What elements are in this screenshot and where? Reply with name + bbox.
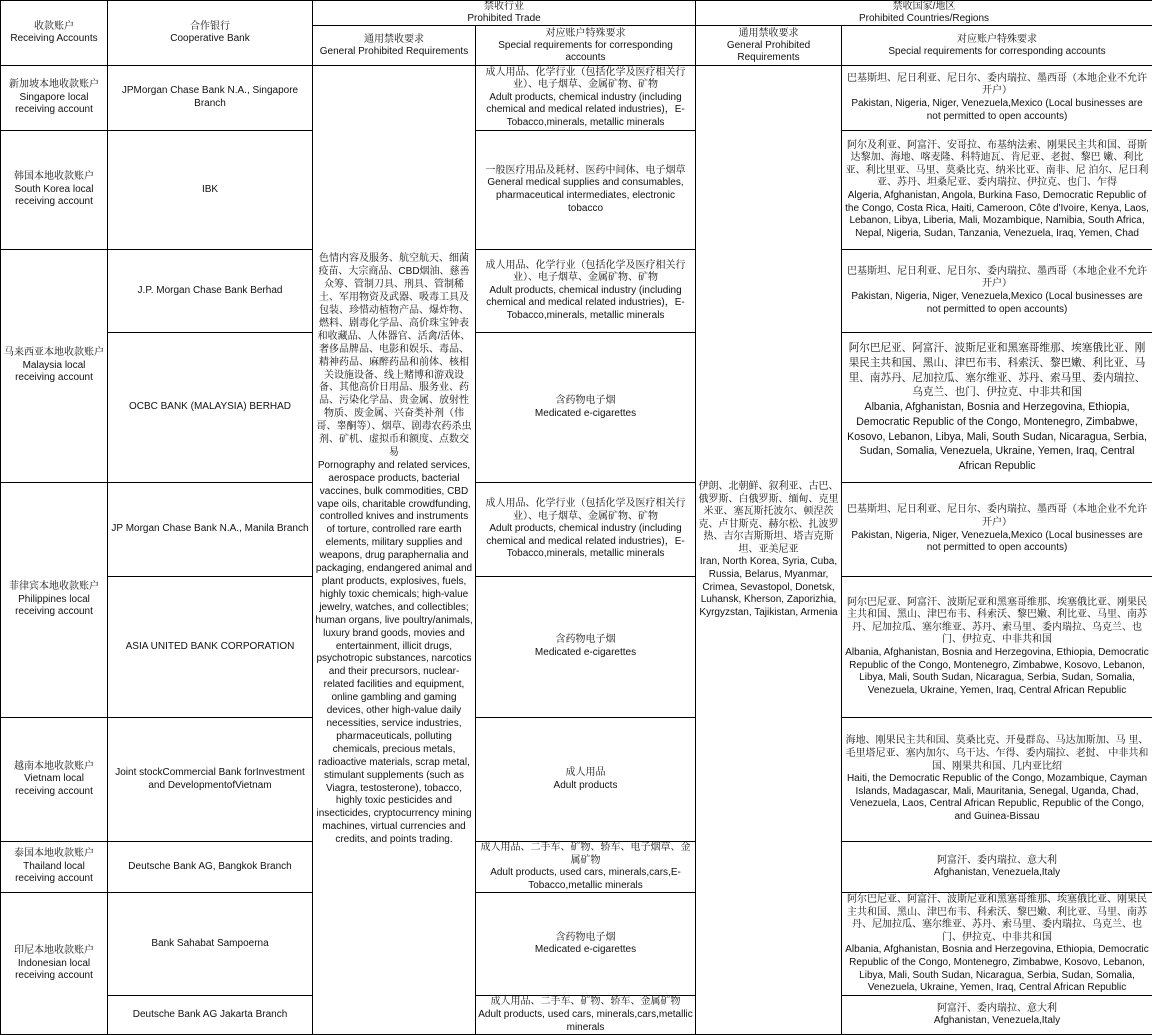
trade-special-cell: 一般医疗用品及耗材、医药中间体、电子烟草 General medical supplies and consumables, pharmaceutical intermediates, electronic tobacco	[476, 131, 696, 250]
trade-special-cell: 成人用品、化学行业（包括化学及医疗相关行业）、电子烟草、金属矿物、矿物 Adult products, chemical industry (including chemical and medical related industries)，E-Tobacco,minerals, metallic minerals	[476, 250, 696, 333]
table-row	[1, 66, 1152, 131]
table-row	[1, 842, 1152, 893]
bank-cell: JP Morgan Chase Bank N.A., Manila Branch	[108, 483, 313, 577]
account-singapore: 新加坡本地收款账户 Singapore local receiving account	[1, 66, 108, 131]
general-trade-requirements: 色情内容及服务、航空航天、细菌疫苗、大宗商品、CBD烟油、慈善众筹、管制刀具、刑具、管制稀土、军用物资及武器、吸毒工具及包装、珍惜动植物产品、爆炸物、燃料、剧毒化学品、高价珠宝钟表和收藏品、人体器官、活禽/活体、奢侈品牌品、电影和娱乐、毒品、精神药品、麻醉药品和前体、核相关设施设备、线上赌博和游戏设备、其他高价日用品、服务业、药品、污染化学品、贵金属、放射性物质、废金属、兴奋类补剂（伟哥、睾酮等）、烟草、剧毒农药杀虫剂、矿机、虚拟币和额度、点数交易 Pornography and related services, aerospace products, bacterial vaccines, bulk commodities, CBD vape oils, charitable crowdfunding, controlled knives and instruments of torture, controlled rare earth elements, military supplies and weapons, drug paraphernalia and packaging, endangered animal and plant products, explosives, fuels, highly toxic chemicals; high-value jewelry, watches, and collectibles; human organs, live poultry/animals, luxury brand goods, movies and entertainment, illicit drugs, psychotropic substances, narcotics and their precursors, nuclear-related facilities and equipment, online gambling and gaming devices, other high-value daily necessities, service industries, pharmaceuticals, polluting chemicals, precious metals, radioactive materials, scrap metal, stimulant supplements (such as Viagra, testosterone), tobacco, highly toxic pesticides and insecticides, cryptocurrency mining machines, virtual currencies and credits, and points trading.	[313, 66, 476, 1035]
account-malaysia: 马来西亚本地收款账户 Malaysia local receiving account	[1, 250, 108, 483]
bank-cell: Joint stockCommercial Bank forInvestment and DevelopmentofVietnam	[108, 718, 313, 842]
country-special-cell: 巴基斯坦、尼日利亚、尼日尔、委内瑞拉、墨西哥（本地企业不允许开户） Pakistan, Nigeria, Niger, Venezuela,Mexico (Local businesses are not permitted to open accounts)	[842, 483, 1152, 577]
trade-special-cell: 含药物电子烟 Medicated e-cigarettes	[476, 893, 696, 996]
header-cooperative-bank: 合作银行 Cooperative Bank	[108, 1, 313, 66]
bank-cell: Bank Sahabat Sampoerna	[108, 893, 313, 996]
general-country-requirements: 伊朗、北朝鲜、叙利亚、古巴、俄罗斯、白俄罗斯、缅甸、克里米亚、塞瓦斯托波尔、顿涅茨克、卢甘斯克、赫尔松、扎波罗热、吉尔吉斯斯坦、塔吉克斯坦、亚美尼亚 Iran, North Korea, Syria, Cuba, Russia, Belarus, Myanmar, Crimea, Sevastopol, Donetsk, Luhansk, Kherson, Zaporizhia, Kyrgyzstan, Tajikistan, Armenia	[696, 66, 842, 1035]
bank-cell: JPMorgan Chase Bank N.A., Singapore Branch	[108, 66, 313, 131]
trade-special-cell: 成人用品、二手车、矿物、轿车、金属矿物 Adult products, used cars, minerals,cars,metallic minerals	[476, 996, 696, 1035]
table-row	[1, 996, 1152, 1035]
account-vietnam: 越南本地收款账户 Vietnam local receiving account	[1, 718, 108, 842]
header-trade-general: 通用禁收要求 General Prohibited Requirements	[313, 26, 476, 66]
bank-cell: IBK	[108, 131, 313, 250]
header-country-special: 对应账户特殊要求 Special requirements for corresponding accounts	[842, 26, 1152, 66]
table-row	[1, 577, 1152, 718]
bank-cell: Deutsche Bank AG Jakarta Branch	[108, 996, 313, 1035]
trade-special-cell: 成人用品、二手车、矿物、轿车、电子烟草、金属矿物 Adult products, used cars, minerals,cars,E-Tobacco,metallic minerals	[476, 842, 696, 893]
trade-special-cell: 成人用品、化学行业（包括化学及医疗相关行业）、电子烟草、金属矿物、矿物 Adult products, chemical industry (including chemical and medical related industries)，E-Tobacco,minerals, metallic minerals	[476, 483, 696, 577]
country-special-cell: 阿富汗、委内瑞拉、意大利 Afghanistan, Venezuela,Italy	[842, 842, 1152, 893]
account-philippines: 菲律宾本地收款账户 Philippines local receiving account	[1, 483, 108, 718]
header-prohibited-trade: 禁收行业 Prohibited Trade	[313, 1, 696, 26]
account-indonesia: 印尼本地收款账户 Indonesian local receiving account	[1, 893, 108, 1035]
table-row	[1, 893, 1152, 996]
table-row	[1, 718, 1152, 842]
country-special-cell: 阿富汗、委内瑞拉、意大利 Afghanistan, Venezuela,Italy	[842, 996, 1152, 1035]
country-special-cell: 阿尔巴尼亚、阿富汗、波斯尼亚和黑塞哥维那、埃塞俄比亚、刚果民主共和国、黑山、津巴布韦、科索沃、黎巴嫩、利比亚、马里、南苏丹、尼加拉瓜、塞尔维亚、苏丹、索马里、委内瑞拉、乌克兰、也门、伊拉克、中非共和国 Albania, Afghanistan, Bosnia and Herzegovina, Ethiopia, Democratic Republic of the Congo, Montenegro, Zimbabwe, Kosovo, Lebanon, Libya, Mali, South Sudan, Nicaragua, Serbia, Sudan, Somalia, Venezuela, Ukraine, Yemen, Iraq, Central African Republic	[842, 577, 1152, 718]
trade-special-cell: 含药物电子烟 Medicated e-cigarettes	[476, 333, 696, 483]
table-row	[1, 333, 1152, 483]
header-receiving-accounts: 收款账户 Receiving Accounts	[1, 1, 108, 66]
bank-cell: J.P. Morgan Chase Bank Berhad	[108, 250, 313, 333]
header-prohibited-countries: 禁收国家/地区 Prohibited Countries/Regions	[696, 1, 1152, 26]
header-trade-special: 对应账户特殊要求 Special requirements for corresponding accounts	[476, 26, 696, 66]
country-special-cell: 巴基斯坦、尼日利亚、尼日尔、委内瑞拉、墨西哥（本地企业不允许开户） Pakistan, Nigeria, Niger, Venezuela,Mexico (Local businesses are not permitted to open accounts)	[842, 66, 1152, 131]
trade-special-cell: 成人用品、化学行业（包括化学及医疗相关行业）、电子烟草、金属矿物、矿物 Adult products, chemical industry (including chemical and medical related industries)，E-Tobacco,minerals, metallic minerals	[476, 66, 696, 131]
table-row	[1, 483, 1152, 577]
bank-cell: OCBC BANK (MALAYSIA) BERHAD	[108, 333, 313, 483]
header-country-general: 通用禁收要求 General Prohibited Requirements	[696, 26, 842, 66]
account-south-korea: 韩国本地收款账户 South Korea local receiving account	[1, 131, 108, 250]
bank-cell: ASIA UNITED BANK CORPORATION	[108, 577, 313, 718]
country-special-cell: 阿尔巴尼亚、阿富汗、波斯尼亚和黑塞哥维那、埃塞俄比亚、刚果民主共和国、黑山、津巴布韦、科索沃、黎巴嫩、利比亚、马里、南苏丹、尼加拉瓜、塞尔维亚、苏丹、索马里、委内瑞拉、乌克兰、也门、伊拉克、中非共和国 Albania, Afghanistan, Bosnia and Herzegovina, Ethiopia, Democratic Republic of the Congo, Montenegro, Zimbabwe, Kosovo, Lebanon, Libya, Mali, South Sudan, Nicaragua, Serbia, Sudan, Somalia, Venezuela, Ukraine, Yemen, Iraq, Central African Republic	[842, 893, 1152, 996]
table-row	[1, 250, 1152, 333]
bank-cell: Deutsche Bank AG, Bangkok Branch	[108, 842, 313, 893]
account-thailand: 泰国本地收款账户 Thailand local receiving account	[1, 842, 108, 893]
trade-special-cell: 成人用品 Adult products	[476, 718, 696, 842]
country-special-cell: 海地、刚果民主共和国、莫桑比克、开曼群岛、马达加斯加、马 里、毛里塔尼亚、塞内加尔、乌干达、乍得、委内瑞拉、老挝、 中非共和国、刚果共和国、几内亚比绍 Haiti, the Democratic Republic of the Congo, Mozambique, Cayman Islands, Madagascar, Mali, Mauritania, Senegal, Uganda, Chad, Venezuela, Laos, Central African Republic, Republic of the Congo, and Guinea-Bissau	[842, 718, 1152, 842]
trade-special-cell: 含药物电子烟 Medicated e-cigarettes	[476, 577, 696, 718]
country-special-cell: 巴基斯坦、尼日利亚、尼日尔、委内瑞拉、墨西哥（本地企业不允许开户） Pakistan, Nigeria, Niger, Venezuela,Mexico (Local businesses are not permitted to open accounts)	[842, 250, 1152, 333]
country-special-cell: 阿尔巴尼亚、阿富汗、波斯尼亚和黑塞哥维那、埃塞俄比亚、刚 果民主共和国、黑山、津巴布韦、科索沃、黎巴嫩、利比亚、马 里、南苏丹、尼加拉瓜、塞尔维亚、苏丹、索马里、委内瑞拉、 乌克兰、也门、伊拉克、中非共和国 Albania, Afghanistan, Bosnia and Herzegovina, Ethiopia, Democratic Republic of the Congo, Montenegro, Zimbabwe, Kosovo, Lebanon, Libya, Mali, South Sudan, Nicaragua, Serbia, Sudan, Somalia, Venezuela, Ukraine, Yemen, Iraq, Central African Republic	[842, 333, 1152, 483]
country-special-cell: 阿尔及利亚、阿富汗、安哥拉、布基纳法索、刚果民主共和国、哥斯达黎加、海地、喀麦隆、科特迪瓦、肯尼亚、老挝、黎巴 嫩、利比亚、利比里亚、马里、莫桑比克、纳米比亚、南非、尼 泊尔、尼日利亚、苏丹、坦桑尼亚、委内瑞拉、伊拉克、也门、乍得 Algeria, Afghanistan, Angola, Burkina Faso, Democratic Republic of the Congo, Costa Rica, Haiti, Cameroon, Côte d'Ivoire, Kenya, Laos, Lebanon, Libya, Liberia, Mali, Mozambique, Namibia, South Africa, Nepal, Nigeria, Sudan, Tanzania, Venezuela, Iraq, Yemen, Chad	[842, 131, 1152, 250]
table-row	[1, 131, 1152, 250]
